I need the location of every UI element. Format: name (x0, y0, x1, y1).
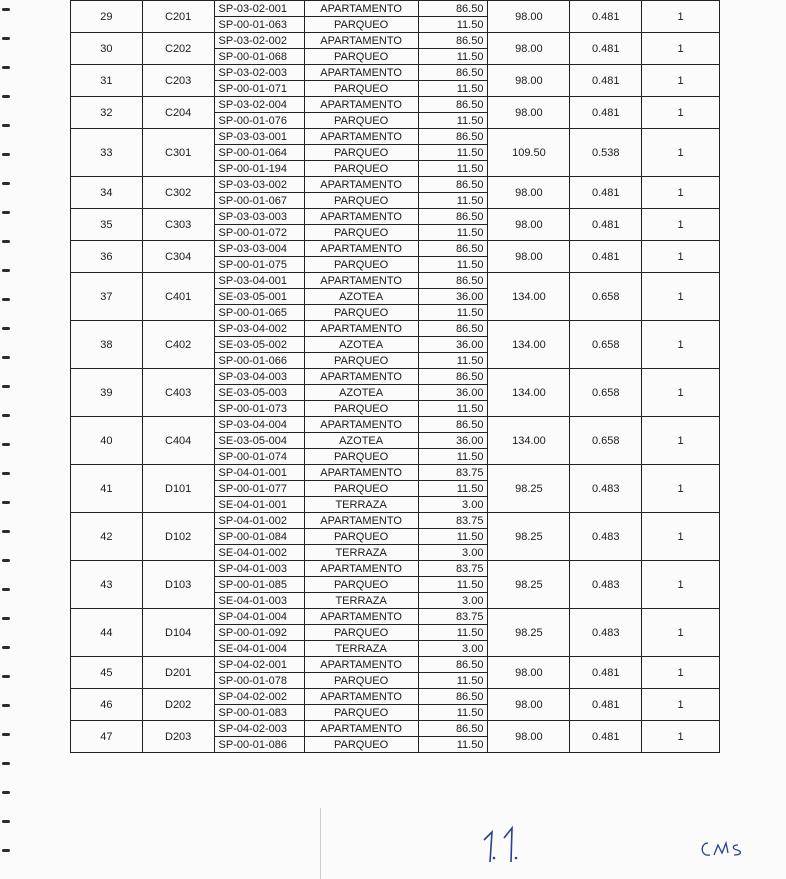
total-area-cell: 98.00 (488, 65, 570, 97)
area-cell: 11.50 (418, 161, 488, 177)
total-area-cell: 98.00 (488, 689, 570, 721)
area-cell: 3.00 (418, 497, 488, 513)
binding-hole (2, 240, 10, 243)
percentage-cell: 0.483 (570, 513, 642, 561)
total-area-cell: 109.50 (488, 129, 570, 177)
cadastral-code-cell: SP-03-04-004 (214, 417, 304, 433)
vote-cell: 1 (642, 177, 720, 209)
binding-hole (2, 211, 10, 214)
cadastral-code-cell: SP-00-01-086 (214, 737, 304, 753)
binding-hole (2, 269, 10, 272)
cadastral-code-cell: SE-03-05-002 (214, 337, 304, 353)
cadastral-code-cell: SP-00-01-073 (214, 401, 304, 417)
area-cell: 86.50 (418, 417, 488, 433)
space-type-cell: AZOTEA (304, 289, 418, 305)
handwritten-initials (478, 818, 538, 868)
percentage-cell: 0.538 (570, 129, 642, 177)
cadastral-code-cell: SP-03-04-001 (214, 273, 304, 289)
table-row (71, 465, 720, 481)
area-cell: 11.50 (418, 113, 488, 129)
space-type-cell: APARTAMENTO (304, 721, 418, 737)
total-area-cell: 98.00 (488, 33, 570, 65)
area-cell: 86.50 (418, 241, 488, 257)
unit-cell: D202 (142, 689, 214, 721)
area-cell: 11.50 (418, 193, 488, 209)
binding-hole (2, 327, 10, 330)
row-number-cell: 41 (71, 465, 143, 513)
cadastral-code-cell: SP-03-04-003 (214, 369, 304, 385)
percentage-cell: 0.481 (570, 209, 642, 241)
percentage-cell: 0.658 (570, 321, 642, 369)
cadastral-code-cell: SP-00-01-063 (214, 17, 304, 33)
vote-cell: 1 (642, 417, 720, 465)
area-cell: 86.50 (418, 321, 488, 337)
cadastral-code-cell: SP-00-01-084 (214, 529, 304, 545)
table-row (71, 273, 720, 289)
area-cell: 11.50 (418, 449, 488, 465)
percentage-cell: 0.481 (570, 97, 642, 129)
percentage-cell: 0.658 (570, 273, 642, 321)
row-number-cell: 37 (71, 273, 143, 321)
binding-hole (2, 124, 10, 127)
row-number-cell: 40 (71, 417, 143, 465)
table-row (71, 65, 720, 81)
space-type-cell: PARQUEO (304, 193, 418, 209)
area-cell: 86.50 (418, 369, 488, 385)
cadastral-code-cell: SP-00-01-078 (214, 673, 304, 689)
unit-cell: C401 (142, 273, 214, 321)
cadastral-code-cell: SE-03-05-001 (214, 289, 304, 305)
space-type-cell: APARTAMENTO (304, 273, 418, 289)
area-cell: 36.00 (418, 337, 488, 353)
vote-cell: 1 (642, 369, 720, 417)
unit-cell: C201 (142, 1, 214, 33)
percentage-cell: 0.658 (570, 417, 642, 465)
handwritten-mark (698, 833, 758, 863)
cadastral-code-cell: SP-00-01-067 (214, 193, 304, 209)
space-type-cell: APARTAMENTO (304, 177, 418, 193)
area-cell: 11.50 (418, 305, 488, 321)
area-cell: 86.50 (418, 177, 488, 193)
percentage-cell: 0.481 (570, 65, 642, 97)
binding-hole (2, 95, 10, 98)
row-number-cell: 39 (71, 369, 143, 417)
percentage-cell: 0.481 (570, 657, 642, 689)
space-type-cell: APARTAMENTO (304, 369, 418, 385)
total-area-cell: 98.00 (488, 657, 570, 689)
unit-cell: D101 (142, 465, 214, 513)
cadastral-code-cell: SE-04-01-001 (214, 497, 304, 513)
space-type-cell: APARTAMENTO (304, 657, 418, 673)
space-type-cell: TERRAZA (304, 593, 418, 609)
percentage-cell: 0.481 (570, 33, 642, 65)
area-cell: 36.00 (418, 433, 488, 449)
area-cell: 11.50 (418, 353, 488, 369)
space-type-cell: PARQUEO (304, 17, 418, 33)
cadastral-code-cell: SP-00-01-068 (214, 49, 304, 65)
cadastral-code-cell: SP-03-03-002 (214, 177, 304, 193)
area-cell: 11.50 (418, 737, 488, 753)
space-type-cell: PARQUEO (304, 145, 418, 161)
area-cell: 86.50 (418, 657, 488, 673)
space-type-cell: TERRAZA (304, 497, 418, 513)
row-number-cell: 36 (71, 241, 143, 273)
binding-hole (2, 356, 10, 359)
area-cell: 11.50 (418, 625, 488, 641)
area-cell: 3.00 (418, 593, 488, 609)
row-number-cell: 42 (71, 513, 143, 561)
percentage-cell: 0.481 (570, 1, 642, 33)
area-cell: 86.50 (418, 689, 488, 705)
cadastral-code-cell: SP-00-01-083 (214, 705, 304, 721)
space-type-cell: APARTAMENTO (304, 321, 418, 337)
space-type-cell: PARQUEO (304, 625, 418, 641)
table-row (71, 689, 720, 705)
vote-cell: 1 (642, 657, 720, 689)
cadastral-code-cell: SP-04-01-004 (214, 609, 304, 625)
total-area-cell: 98.00 (488, 177, 570, 209)
space-type-cell: TERRAZA (304, 545, 418, 561)
unit-cell: D203 (142, 721, 214, 753)
vote-cell: 1 (642, 465, 720, 513)
table-row (71, 97, 720, 113)
cadastral-code-cell: SP-00-01-075 (214, 257, 304, 273)
area-cell: 36.00 (418, 289, 488, 305)
cadastral-code-cell: SE-04-01-003 (214, 593, 304, 609)
vote-cell: 1 (642, 609, 720, 657)
space-type-cell: APARTAMENTO (304, 209, 418, 225)
percentage-cell: 0.481 (570, 241, 642, 273)
cadastral-code-cell: SP-03-02-002 (214, 33, 304, 49)
total-area-cell: 98.25 (488, 513, 570, 561)
unit-cell: C402 (142, 321, 214, 369)
area-cell: 11.50 (418, 481, 488, 497)
table-row (71, 417, 720, 433)
unit-cell: C404 (142, 417, 214, 465)
area-cell: 86.50 (418, 97, 488, 113)
space-type-cell: PARQUEO (304, 529, 418, 545)
space-type-cell: APARTAMENTO (304, 33, 418, 49)
binding-hole (2, 675, 10, 678)
cadastral-code-cell: SP-03-04-002 (214, 321, 304, 337)
space-type-cell: PARQUEO (304, 225, 418, 241)
area-cell: 11.50 (418, 17, 488, 33)
vote-cell: 1 (642, 241, 720, 273)
cadastral-code-cell: SE-04-01-002 (214, 545, 304, 561)
binding-hole (2, 762, 10, 765)
unit-cell: D102 (142, 513, 214, 561)
area-cell: 11.50 (418, 257, 488, 273)
area-cell: 11.50 (418, 529, 488, 545)
vote-cell: 1 (642, 273, 720, 321)
percentage-cell: 0.481 (570, 689, 642, 721)
table-row (71, 721, 720, 737)
binding-hole (2, 385, 10, 388)
cadastral-code-cell: SP-00-01-066 (214, 353, 304, 369)
total-area-cell: 98.00 (488, 209, 570, 241)
table-row (71, 369, 720, 385)
binding-hole (2, 733, 10, 736)
space-type-cell: APARTAMENTO (304, 465, 418, 481)
area-cell: 83.75 (418, 609, 488, 625)
table-row (71, 1, 720, 17)
binding-hole (2, 646, 10, 649)
cadastral-code-cell: SP-04-02-003 (214, 721, 304, 737)
total-area-cell: 134.00 (488, 273, 570, 321)
space-type-cell: PARQUEO (304, 673, 418, 689)
space-type-cell: APARTAMENTO (304, 241, 418, 257)
total-area-cell: 98.25 (488, 561, 570, 609)
total-area-cell: 98.25 (488, 465, 570, 513)
space-type-cell: PARQUEO (304, 577, 418, 593)
binding-hole (2, 588, 10, 591)
cadastral-code-cell: SP-00-01-092 (214, 625, 304, 641)
vote-cell: 1 (642, 689, 720, 721)
cadastral-code-cell: SP-04-01-003 (214, 561, 304, 577)
cadastral-code-cell: SP-00-01-194 (214, 161, 304, 177)
property-table-body (71, 1, 720, 753)
space-type-cell: APARTAMENTO (304, 65, 418, 81)
table-row (71, 129, 720, 145)
unit-cell: C302 (142, 177, 214, 209)
space-type-cell: APARTAMENTO (304, 513, 418, 529)
vote-cell: 1 (642, 513, 720, 561)
total-area-cell: 134.00 (488, 321, 570, 369)
binding-hole (2, 791, 10, 794)
vote-cell: 1 (642, 65, 720, 97)
space-type-cell: TERRAZA (304, 641, 418, 657)
binding-hole (2, 414, 10, 417)
page-fold-line (320, 808, 321, 879)
unit-cell: D201 (142, 657, 214, 689)
space-type-cell: APARTAMENTO (304, 1, 418, 17)
row-number-cell: 34 (71, 177, 143, 209)
space-type-cell: PARQUEO (304, 305, 418, 321)
binding-hole (2, 66, 10, 69)
row-number-cell: 47 (71, 721, 143, 753)
space-type-cell: PARQUEO (304, 113, 418, 129)
binding-hole (2, 37, 10, 40)
total-area-cell: 98.25 (488, 609, 570, 657)
table-row (71, 177, 720, 193)
space-type-cell: PARQUEO (304, 449, 418, 465)
binding-hole (2, 704, 10, 707)
area-cell: 36.00 (418, 385, 488, 401)
row-number-cell: 44 (71, 609, 143, 657)
table-row (71, 657, 720, 673)
area-cell: 3.00 (418, 641, 488, 657)
total-area-cell: 134.00 (488, 417, 570, 465)
binding-hole (2, 820, 10, 823)
row-number-cell: 38 (71, 321, 143, 369)
area-cell: 86.50 (418, 721, 488, 737)
vote-cell: 1 (642, 97, 720, 129)
vote-cell: 1 (642, 721, 720, 753)
area-cell: 86.50 (418, 273, 488, 289)
percentage-cell: 0.483 (570, 465, 642, 513)
table-row (71, 209, 720, 225)
cadastral-code-cell: SP-00-01-074 (214, 449, 304, 465)
space-type-cell: PARQUEO (304, 737, 418, 753)
cadastral-code-cell: SP-00-01-071 (214, 81, 304, 97)
cadastral-code-cell: SE-03-05-004 (214, 433, 304, 449)
area-cell: 86.50 (418, 209, 488, 225)
table-row (71, 513, 720, 529)
cadastral-code-cell: SE-04-01-004 (214, 641, 304, 657)
row-number-cell: 30 (71, 33, 143, 65)
area-cell: 11.50 (418, 577, 488, 593)
cadastral-code-cell: SP-00-01-076 (214, 113, 304, 129)
area-cell: 3.00 (418, 545, 488, 561)
vote-cell: 1 (642, 1, 720, 33)
percentage-cell: 0.481 (570, 177, 642, 209)
percentage-cell: 0.658 (570, 369, 642, 417)
total-area-cell: 98.00 (488, 241, 570, 273)
space-type-cell: APARTAMENTO (304, 417, 418, 433)
table-row (71, 321, 720, 337)
row-number-cell: 45 (71, 657, 143, 689)
unit-cell: C304 (142, 241, 214, 273)
vote-cell: 1 (642, 561, 720, 609)
row-number-cell: 43 (71, 561, 143, 609)
cadastral-code-cell: SP-04-01-002 (214, 513, 304, 529)
area-cell: 83.75 (418, 561, 488, 577)
binding-hole (2, 298, 10, 301)
unit-cell: C301 (142, 129, 214, 177)
area-cell: 11.50 (418, 49, 488, 65)
unit-cell: D104 (142, 609, 214, 657)
property-table (70, 0, 720, 753)
vote-cell: 1 (642, 129, 720, 177)
cadastral-code-cell: SP-04-02-002 (214, 689, 304, 705)
cadastral-code-cell: SP-03-02-004 (214, 97, 304, 113)
space-type-cell: APARTAMENTO (304, 609, 418, 625)
total-area-cell: 98.00 (488, 1, 570, 33)
table-row (71, 241, 720, 257)
property-schedule-sheet (70, 0, 720, 753)
binding-hole (2, 617, 10, 620)
cadastral-code-cell: SP-03-03-004 (214, 241, 304, 257)
vote-cell: 1 (642, 33, 720, 65)
cadastral-code-cell: SP-04-01-001 (214, 465, 304, 481)
space-type-cell: PARQUEO (304, 161, 418, 177)
space-type-cell: AZOTEA (304, 337, 418, 353)
row-number-cell: 35 (71, 209, 143, 241)
space-type-cell: APARTAMENTO (304, 129, 418, 145)
unit-cell: C403 (142, 369, 214, 417)
cadastral-code-cell: SP-00-01-065 (214, 305, 304, 321)
unit-cell: C203 (142, 65, 214, 97)
binding-hole (2, 530, 10, 533)
notebook-binding (0, 0, 12, 879)
cadastral-code-cell: SE-03-05-003 (214, 385, 304, 401)
area-cell: 83.75 (418, 513, 488, 529)
area-cell: 86.50 (418, 65, 488, 81)
cadastral-code-cell: SP-00-01-064 (214, 145, 304, 161)
space-type-cell: APARTAMENTO (304, 689, 418, 705)
total-area-cell: 98.00 (488, 97, 570, 129)
cadastral-code-cell: SP-00-01-085 (214, 577, 304, 593)
unit-cell: C202 (142, 33, 214, 65)
space-type-cell: PARQUEO (304, 49, 418, 65)
space-type-cell: PARQUEO (304, 401, 418, 417)
area-cell: 11.50 (418, 705, 488, 721)
vote-cell: 1 (642, 321, 720, 369)
cadastral-code-cell: SP-03-03-001 (214, 129, 304, 145)
area-cell: 86.50 (418, 129, 488, 145)
binding-hole (2, 501, 10, 504)
area-cell: 11.50 (418, 225, 488, 241)
space-type-cell: PARQUEO (304, 705, 418, 721)
space-type-cell: APARTAMENTO (304, 561, 418, 577)
table-row (71, 609, 720, 625)
vote-cell: 1 (642, 209, 720, 241)
space-type-cell: PARQUEO (304, 481, 418, 497)
cadastral-code-cell: SP-03-02-001 (214, 1, 304, 17)
cadastral-code-cell: SP-00-01-072 (214, 225, 304, 241)
area-cell: 86.50 (418, 33, 488, 49)
cadastral-code-cell: SP-00-01-077 (214, 481, 304, 497)
row-number-cell: 33 (71, 129, 143, 177)
area-cell: 86.50 (418, 1, 488, 17)
unit-cell: D103 (142, 561, 214, 609)
area-cell: 11.50 (418, 673, 488, 689)
binding-hole (2, 182, 10, 185)
binding-hole (2, 153, 10, 156)
table-row (71, 561, 720, 577)
space-type-cell: PARQUEO (304, 81, 418, 97)
percentage-cell: 0.481 (570, 721, 642, 753)
area-cell: 83.75 (418, 465, 488, 481)
area-cell: 11.50 (418, 81, 488, 97)
area-cell: 11.50 (418, 401, 488, 417)
binding-hole (2, 472, 10, 475)
cadastral-code-cell: SP-03-02-003 (214, 65, 304, 81)
binding-hole (2, 559, 10, 562)
row-number-cell: 46 (71, 689, 143, 721)
total-area-cell: 134.00 (488, 369, 570, 417)
unit-cell: C303 (142, 209, 214, 241)
space-type-cell: PARQUEO (304, 257, 418, 273)
percentage-cell: 0.483 (570, 561, 642, 609)
area-cell: 11.50 (418, 145, 488, 161)
percentage-cell: 0.483 (570, 609, 642, 657)
row-number-cell: 31 (71, 65, 143, 97)
space-type-cell: APARTAMENTO (304, 97, 418, 113)
space-type-cell: AZOTEA (304, 385, 418, 401)
row-number-cell: 32 (71, 97, 143, 129)
space-type-cell: AZOTEA (304, 433, 418, 449)
binding-hole (2, 849, 10, 852)
row-number-cell: 29 (71, 1, 143, 33)
space-type-cell: PARQUEO (304, 353, 418, 369)
cadastral-code-cell: SP-03-03-003 (214, 209, 304, 225)
binding-hole (2, 8, 10, 11)
unit-cell: C204 (142, 97, 214, 129)
total-area-cell: 98.00 (488, 721, 570, 753)
cadastral-code-cell: SP-04-02-001 (214, 657, 304, 673)
table-row (71, 33, 720, 49)
binding-hole (2, 443, 10, 446)
